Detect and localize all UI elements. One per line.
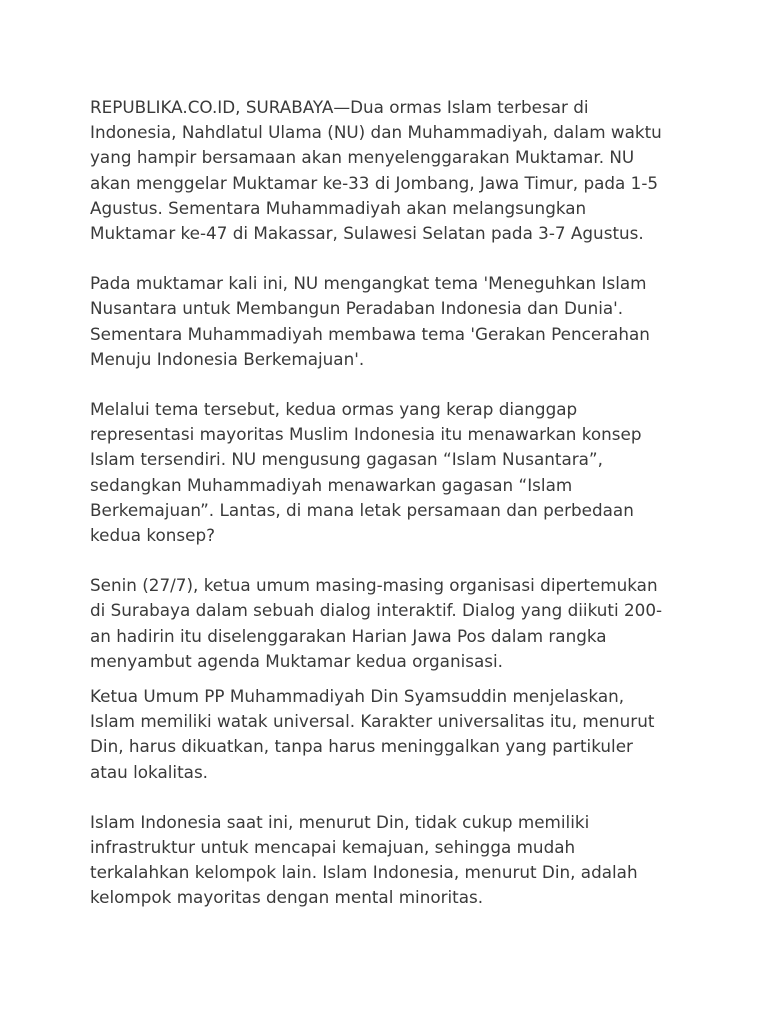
paragraph-spacer: [90, 246, 675, 271]
text-line: Din, harus dikuatkan, tanpa harus meninggalkan yang partikuler: [90, 736, 633, 757]
text-line: sedangkan Muhammadiyah menawarkan gagasan “Islam: [90, 474, 573, 495]
text-line: Islam tersendiri. NU mengusung gagasan “Islam Nusantara”,: [90, 449, 603, 470]
text-line: representasi mayoritas Muslim Indonesia itu menawarkan konsep: [90, 424, 642, 445]
text-line: Agustus. Sementara Muhammadiyah akan melangsungkan: [90, 197, 587, 218]
text-line: yang hampir bersamaan akan menyelenggarakan Muktamar. NU: [90, 147, 635, 168]
text-line: Ketua Umum PP Muhammadiyah Din Syamsuddin menjelaskan,: [90, 686, 625, 707]
paragraph-3: [90, 397, 675, 548]
text-line: di Surabaya dalam sebuah dialog interaktif. Dialog yang diikuti 200-: [90, 600, 663, 621]
paragraph-spacer: [90, 548, 675, 573]
paragraph-6: [90, 810, 675, 911]
text-line: an hadirin itu diselenggarakan Harian Jawa Pos dalam rangka: [90, 625, 607, 646]
text-line: Menuju Indonesia Berkemajuan'.: [90, 348, 365, 369]
text-line: atau lokalitas.: [90, 761, 209, 782]
paragraph-5: [90, 684, 675, 785]
text-line: kedua konsep?: [90, 525, 215, 546]
paragraph-spacer: [90, 372, 675, 397]
text-line: Islam Indonesia saat ini, menurut Din, tidak cukup memiliki: [90, 811, 590, 832]
text-line: menyambut agenda Muktamar kedua organisasi.: [90, 650, 504, 671]
text-line: REPUBLIKA.CO.ID, SURABAYA—Dua ormas Islam terbesar di: [90, 97, 589, 117]
paragraph-4: [90, 573, 675, 674]
text-line: Melalui tema tersebut, kedua ormas yang kerap dianggap: [90, 399, 578, 420]
text-line: terkalahkan kelompok lain. Islam Indonesia, menurut Din, adalah: [90, 862, 638, 883]
text-line: kelompok mayoritas dengan mental minoritas.: [90, 887, 484, 908]
paragraph-2: [90, 271, 675, 372]
text-line: Islam memiliki watak universal. Karakter universalitas itu, menurut: [90, 711, 655, 732]
text-line: Muktamar ke-47 di Makassar, Sulawesi Selatan pada 3-7 Agustus.: [90, 223, 644, 244]
text-line: akan menggelar Muktamar ke-33 di Jombang, Jawa Timur, pada 1-5: [90, 172, 659, 193]
text-line: infrastruktur untuk mencapai kemajuan, sehingga mudah: [90, 837, 576, 858]
paragraph-spacer: [90, 674, 675, 684]
paragraph-spacer: [90, 785, 675, 810]
text-line: Senin (27/7), ketua umum masing-masing organisasi dipertemukan: [90, 575, 658, 596]
article-body: [90, 95, 675, 911]
text-line: Indonesia, Nahdlatul Ulama (NU) dan Muhammadiyah, dalam waktu: [90, 122, 662, 143]
paragraph-1: [90, 95, 675, 246]
text-line: Sementara Muhammadiyah membawa tema 'Gerakan Pencerahan: [90, 323, 650, 344]
text-line: Nusantara untuk Membangun Peradaban Indonesia dan Dunia'.: [90, 298, 624, 319]
text-line: Berkemajuan”. Lantas, di mana letak persamaan dan perbedaan: [90, 499, 634, 520]
text-line: Pada muktamar kali ini, NU mengangkat tema 'Meneguhkan Islam: [90, 273, 647, 294]
